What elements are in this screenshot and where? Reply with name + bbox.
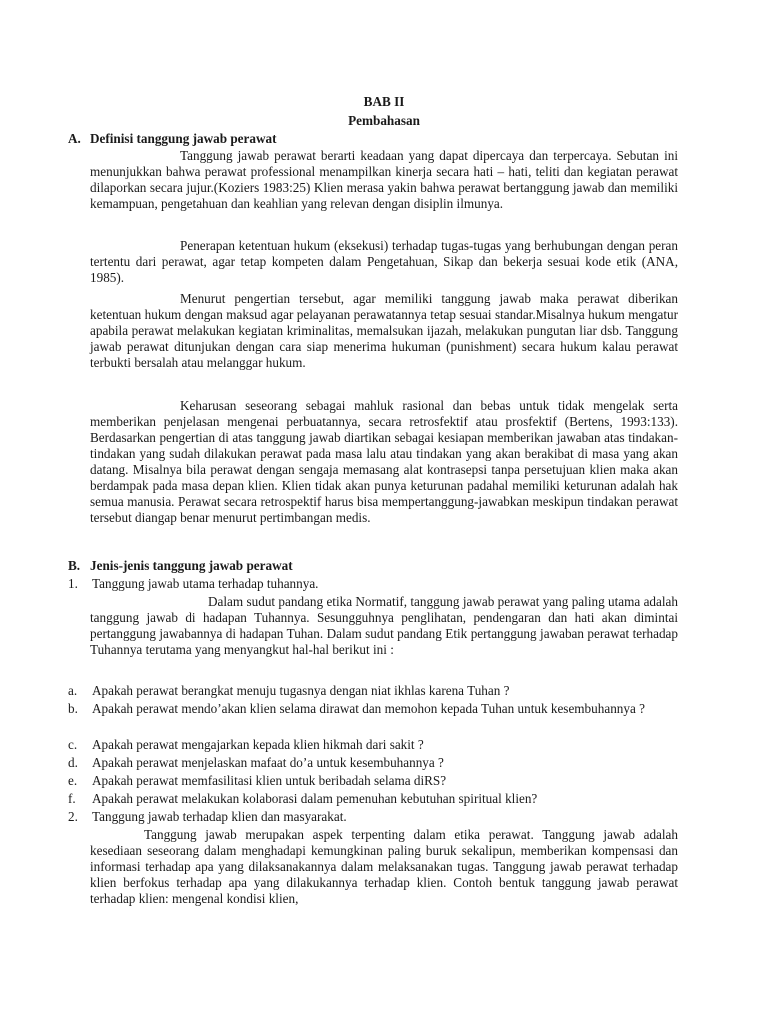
- question-b-label: b.: [68, 701, 78, 716]
- question-a-label: a.: [68, 683, 78, 698]
- chapter-title: BAB II: [363, 94, 405, 109]
- chapter-subtitle: Pembahasan: [348, 113, 420, 128]
- question-a: [68, 683, 678, 699]
- question-f: [68, 791, 678, 807]
- list-item-2-text: Tanggung jawab terhadap klien dan masyarakat.: [92, 809, 347, 824]
- section-a-heading: [68, 131, 276, 147]
- paragraph-a-2: Penerapan ketentuan hukum (eksekusi) terhadap tugas-tugas yang berhubungan dengan peran tertentu dari perawat, agar tetap kompeten dalam Pengetahuan, Sikap dan bekerja sesuai kode etik (ANA, 1985).: [90, 238, 678, 285]
- paragraph-a-3: Menurut pengertian tersebut, agar memiliki tanggung jawab maka perawat diberikan ketentuan hukum dengan maksud agar pelayanan perawatannya tetap sesuai standar.Misalnya hukum mengatur apabila perawat melakukan kegiatan kriminalitas, memalsukan ijazah, melakukan pungutan liar dsb. Tanggung jawab perawat ditunjukan dengan cara siap menerima hukuman (punishment) secara hukum kalau perawat terbukti bersalah atau melanggar hukum.: [90, 291, 678, 370]
- question-f-text: Apakah perawat melakukan kolaborasi dalam pemenuhan kebutuhan spiritual klien?: [92, 791, 538, 806]
- question-c-label: c.: [68, 737, 78, 752]
- list-item-2-label: 2.: [68, 809, 78, 824]
- paragraph-a-4: Keharusan seseorang sebagai mahluk rasional dan bebas untuk tidak mengelak serta memberikan penjelasan mengenai perbuatannya, secara retrosfektif atau prosfektif (Bertens, 1993:133). Berdasarkan pengertian di atas tanggung jawab diartikan sebagai kesiapan memberikan jawaban atas tindakan-tindakan yang sudah dilakukan perawat pada masa lalu atau tindakan yang akan berakibat di masa yang akan datang. Misalnya bila perawat dengan sengaja memasang alat kontrasepsi tanpa persetujuan klien maka akan berdampak pada masa depan klien. Klien tidak akan punya keturunan padahal memiliki keturunan adalah hak semua manusia. Perawat secara retrospektif harus bisa mempertanggung-jawabkan meskipun tindakan perawat tersebut diangap benar menurut pertimbangan medis.: [90, 398, 678, 525]
- question-f-label: f.: [68, 791, 76, 806]
- list-item-1: [68, 576, 678, 592]
- question-c: [68, 737, 678, 753]
- list-item-2: [68, 809, 678, 825]
- question-e: [68, 773, 678, 789]
- question-b: [68, 701, 678, 717]
- section-b-title: Jenis-jenis tanggung jawab perawat: [90, 558, 293, 573]
- question-e-text: Apakah perawat memfasilitasi klien untuk beribadah selama diRS?: [92, 773, 447, 788]
- question-e-label: e.: [68, 773, 78, 788]
- section-a-label: A.: [68, 131, 81, 146]
- paragraph-1: Dalam sudut pandang etika Normatif, tanggung jawab perawat yang paling utama adalah tanggung jawab di hadapan Tuhannya. Sesungguhnya penglihatan, pendengaran dan hati akan dimintai pertanggung jawabannya di hadapan Tuhan. Dalam sudut pandang Etik pertanggung jawaban perawat terhadap Tuhannya terutama yang menyangkut hal-hal berikut ini :: [90, 594, 678, 657]
- question-c-text: Apakah perawat mengajarkan kepada klien hikmah dari sakit ?: [92, 737, 424, 752]
- question-b-text: Apakah perawat mendo’akan klien selama dirawat dan memohon kepada Tuhan untuk kesembuhannya ?: [92, 701, 645, 716]
- list-item-1-label: 1.: [68, 576, 78, 591]
- question-d: [68, 755, 678, 771]
- section-b-heading: [68, 558, 293, 574]
- question-d-label: d.: [68, 755, 78, 770]
- paragraph-a-1: Tanggung jawab perawat berarti keadaan yang dapat dipercaya dan terpercaya. Sebutan ini menunjukkan bahwa perawat professional menampilkan kinerja secara hati – hati, teliti dan kegiatan perawat dilaporkan secara jujur.(Koziers 1983:25) Klien merasa yakin bahwa perawat bertanggung jawab dan memiliki kemampuan, pengetahuan dan keahlian yang relevan dengan disiplin ilmunya.: [90, 148, 678, 211]
- paragraph-2: Tanggung jawab merupakan aspek terpenting dalam etika perawat. Tanggung jawab adalah kesediaan seseorang dalam menghadapi kemungkinan paling buruk sekalipun, memberikan kompensasi dan informasi terhadap apa yang dilaksanakannya dalam melaksanakan tugas. Tanggung jawab perawat terhadap klien berfokus terhadap apa yang dilakukannya terhadap klien. Contoh bentuk tanggung jawab perawat terhadap klien: mengenal kondisi klien,: [90, 827, 678, 906]
- section-a-title: Definisi tanggung jawab perawat: [90, 131, 277, 146]
- section-b-label: B.: [68, 558, 81, 573]
- list-item-1-text: Tanggung jawab utama terhadap tuhannya.: [92, 576, 319, 591]
- question-d-text: Apakah perawat menjelaskan mafaat do’a untuk kesembuhannya ?: [92, 755, 444, 770]
- question-a-text: Apakah perawat berangkat menuju tugasnya dengan niat ikhlas karena Tuhan ?: [92, 683, 510, 698]
